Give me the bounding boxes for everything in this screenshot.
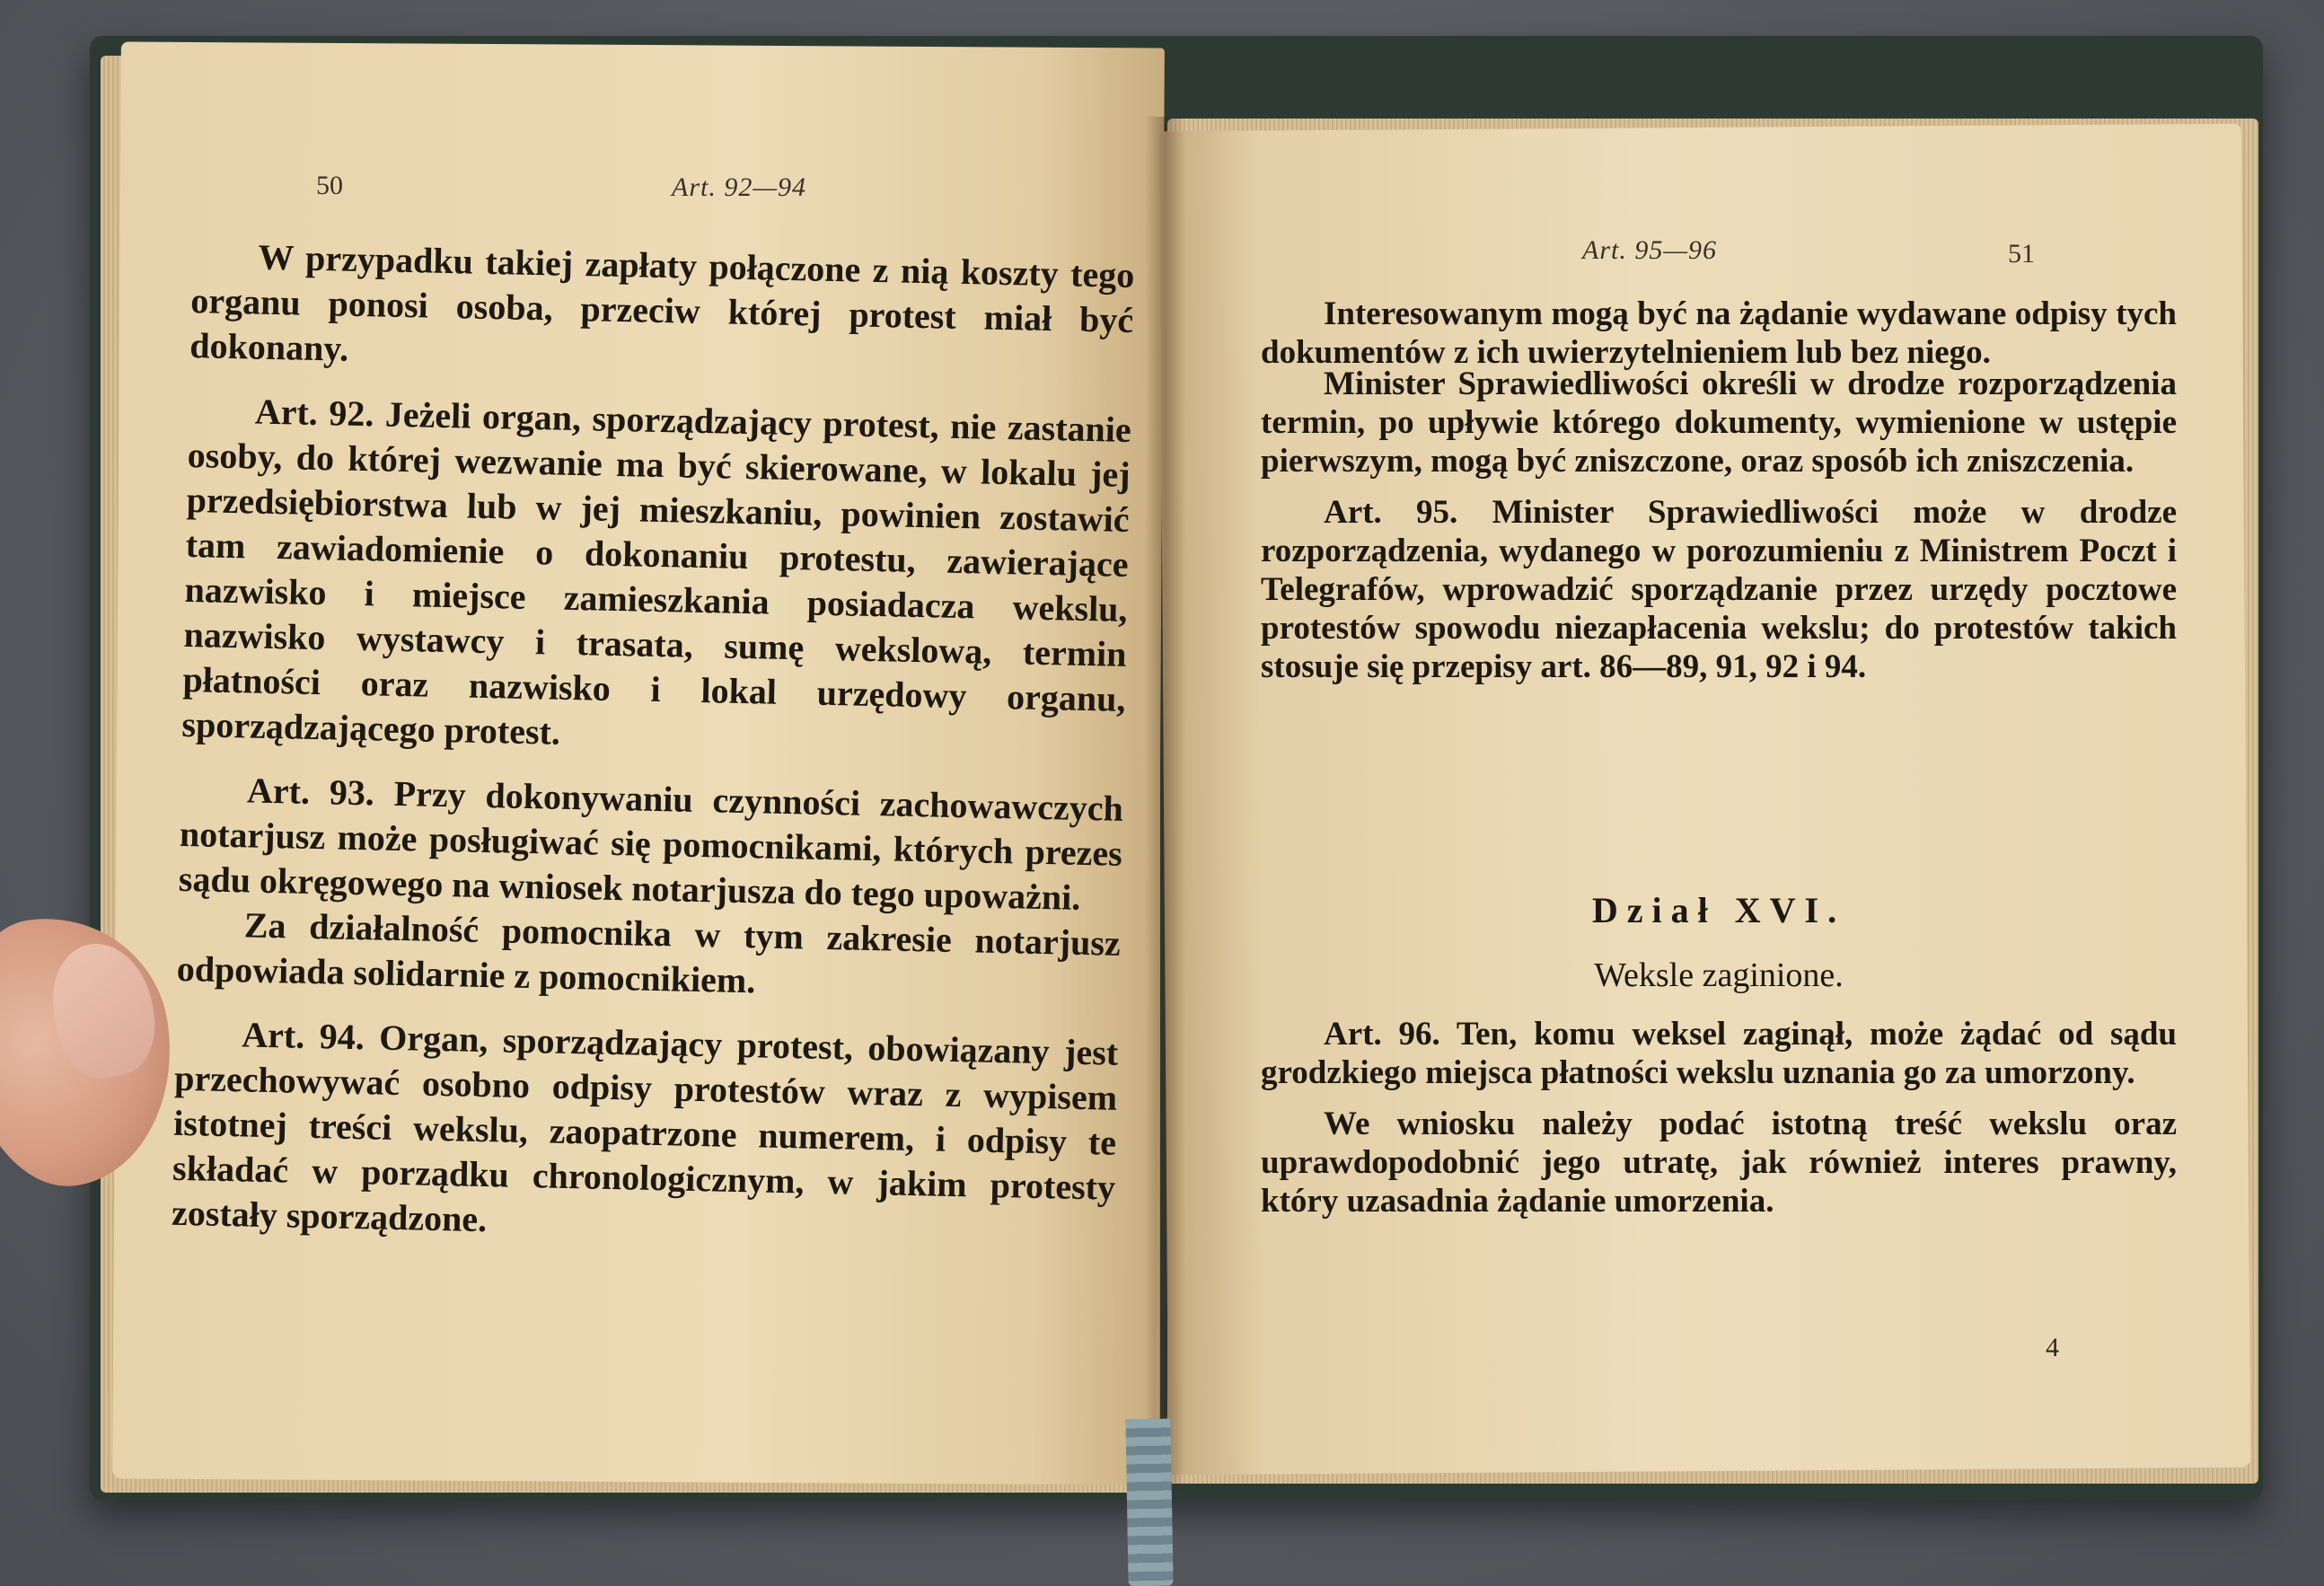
right-page-text-bottom <box>1261 1015 2177 1233</box>
section-title: Dział XVI. <box>1591 890 1846 930</box>
paragraph: Art. 96. Ten, komu weksel zaginął, może żądać od sądu grodzkiego miejsca płatności wekslu uznania go za umorzony. <box>1261 1016 2177 1091</box>
left-page-number: 50 <box>316 171 343 200</box>
paragraph: Art. 94. Organ, sporządzający protest, obowiązany jest przechowywać osobno odpisy protestów wraz z wypisem istotnej treści wekslu, zaopatrzone numerem, i odpisy te składać w porządku chronologicznym, w jakim protesty zostały sporządzone. <box>171 1014 1119 1240</box>
right-running-head: Art. 95—96 <box>1582 235 1718 265</box>
section-subtitle: Weksle zaginione. <box>1594 956 1844 994</box>
paragraph: Art. 93. Przy dokonywaniu czynności zachowawczych notarjusz może posługiwać się pomocnikami, których prezes sądu okręgowego na wniosek notarjusza do tego upoważni. <box>178 770 1124 918</box>
right-page-text-top <box>1261 295 2177 699</box>
book-gutter <box>1145 117 1185 1491</box>
bookmark-ribbon <box>1125 1419 1173 1586</box>
paragraph: Art. 92. Jeżeli organ, sporządzający protest, nie zastanie osoby, do której wezwanie ma być skierowane, w lokalu jej przedsiębiorstwa lub w jej mieszkaniu, powinien zostawić tam zawiadomienie o dokonaniu protestu, zawierające nazwisko i miejsce zamieszkania posiadacza wekslu, nazwisko wystawcy i trasata, sumę wekslową, termin płatności oraz nazwisko i lokal urzędowy organu, sporządzającego protest. <box>181 391 1132 753</box>
paragraph: Interesowanym mogą być na żądanie wydawane odpisy tych dokumentów z ich uwierzytelnieniem lub bez niego. <box>1261 295 2177 371</box>
paragraph: Minister Sprawiedliwości określi w drodze rozporządzenia termin, po upływie którego dokumenty, wymienione w ustępie pierwszym, mogą być zniszczone, oraz sposób ich zniszczenia. <box>1261 366 2177 480</box>
left-page-text <box>171 233 1135 1275</box>
paragraph: Za działalność pomocnika w tym zakresie notarjusz odpowiada solidarnie z pomocnikiem. <box>176 904 1122 1001</box>
left-running-head: Art. 92—94 <box>672 172 807 202</box>
paragraph: W przypadku takiej zapłaty połączone z nią koszty tego organu ponosi osoba, przeciw której protest miał być dokonany. <box>189 236 1135 369</box>
paragraph: Art. 95. Minister Sprawiedliwości może w drodze rozporządzenia, wydanego w porozumieniu z Ministrem Poczt i Telegrafów, wprowadzić sporządzanie przez urzędy pocztowe protestów spowodu niezapłacenia wekslu; do protestów takich stosuje się przepisy art. 86—89, 91, 92 i 94. <box>1261 494 2177 685</box>
paragraph: We wniosku należy podać istotną treść wekslu oraz uprawdopodobnić jego utratę, jak również interes prawny, który uzasadnia żądanie umorzenia. <box>1261 1106 2177 1220</box>
signature-mark: 4 <box>2046 1333 2059 1362</box>
right-page-number: 51 <box>2008 239 2035 269</box>
